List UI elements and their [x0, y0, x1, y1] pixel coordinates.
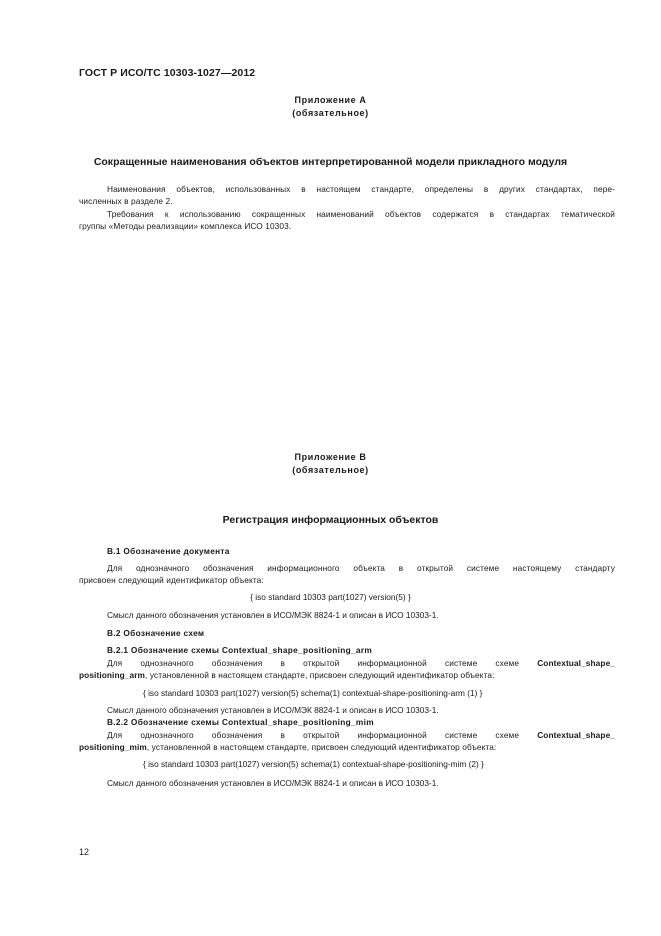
b21-line2 [79, 669, 615, 681]
annex-a-status: (обязательное) [292, 108, 369, 118]
b22-paragraph [79, 729, 615, 754]
b1-identifier: { iso standard 10303 part(1027) version(5) } [250, 592, 411, 602]
b21-line1-text: Для однозначного обозначения в открытой информационной системе схеме [107, 658, 520, 668]
b1-line1: Для однозначного обозначения информационного объекта в открытой системе настоящему стандарту [107, 563, 615, 573]
b1-line2: присвоен следующий идентификатор объекта: [79, 575, 264, 586]
b21-heading: В.2.1 Обозначение схемы Contextual_shape_positioning_arm [107, 645, 373, 655]
b21-schema-name-part1: Contextual_shape_ [537, 658, 615, 668]
annex-a-p1-line1: Наименования объектов, использованных в настоящем стандарте, определены в других стандартах, пере- [107, 184, 615, 194]
annex-b-heading: Регистрация информационных объектов [222, 514, 439, 526]
page-number: 12 [79, 847, 90, 857]
document-header: ГОСТ Р ИСО/ТС 10303-1027—2012 [79, 67, 256, 79]
annex-a-paragraph-2 [79, 208, 615, 233]
b1-heading: В.1 Обозначение документа [107, 546, 230, 556]
b21-schema-name-part2: positioning_arm [79, 670, 146, 681]
annex-a-paragraph-1 [79, 183, 615, 208]
b22-line2-text: , установленной в настоящем стандарте, присвоен следующий идентификатор объекта: [146, 742, 497, 753]
b21-paragraph [79, 657, 615, 682]
b2-heading: В.2 Обозначение схем [107, 628, 205, 638]
annex-a-p2-line1: Требования к использованию сокращенных наименований объектов содержатся в стандартах тематической [107, 209, 615, 219]
annex-a-p1-line2: численных в разделе 2. [79, 196, 173, 207]
b22-line1 [79, 729, 615, 741]
b22-identifier: { iso standard 10303 part(1027) version(5) schema(1) contextual-shape-positioning-mim (2) } [143, 759, 484, 769]
b22-line1-text: Для однозначного обозначения в открытой информационной системе схеме [107, 730, 520, 740]
b22-schema-name-part2: positioning_mim [79, 742, 147, 753]
b22-line2 [79, 741, 615, 753]
b21-meaning: Смысл данного обозначения установлен в ИСО/МЭК 8824-1 и описан в ИСО 10303-1. [107, 705, 439, 715]
annex-a-title: Приложение А [294, 95, 367, 105]
annex-a-heading: Сокращенные наименования объектов интерпретированной модели прикладного модуля [93, 156, 568, 168]
annex-b-status: (обязательное) [292, 465, 369, 475]
annex-b-title: Приложение В [294, 452, 367, 462]
b21-line1 [79, 657, 615, 669]
b22-meaning: Смысл данного обозначения установлен в ИСО/МЭК 8824-1 и описан в ИСО 10303-1. [107, 778, 439, 788]
annex-a-p2-line2: группы «Методы реализации» комплекса ИСО 10303. [79, 221, 292, 232]
b21-identifier: { iso standard 10303 part(1027) version(5) schema(1) contextual-shape-positioning-arm (1) } [143, 688, 483, 698]
b22-schema-name-part1: Contextual_shape_ [537, 730, 615, 740]
b21-line2-text: , установленной в настоящем стандарте, присвоен следующий идентификатор объекта: [145, 670, 495, 681]
b1-meaning: Смысл данного обозначения установлен в ИСО/МЭК 8824-1 и описан в ИСО 10303-1. [107, 610, 439, 620]
b22-heading: В.2.2 Обозначение схемы Contextual_shape_positioning_mim [107, 717, 374, 727]
b1-paragraph [79, 562, 615, 587]
